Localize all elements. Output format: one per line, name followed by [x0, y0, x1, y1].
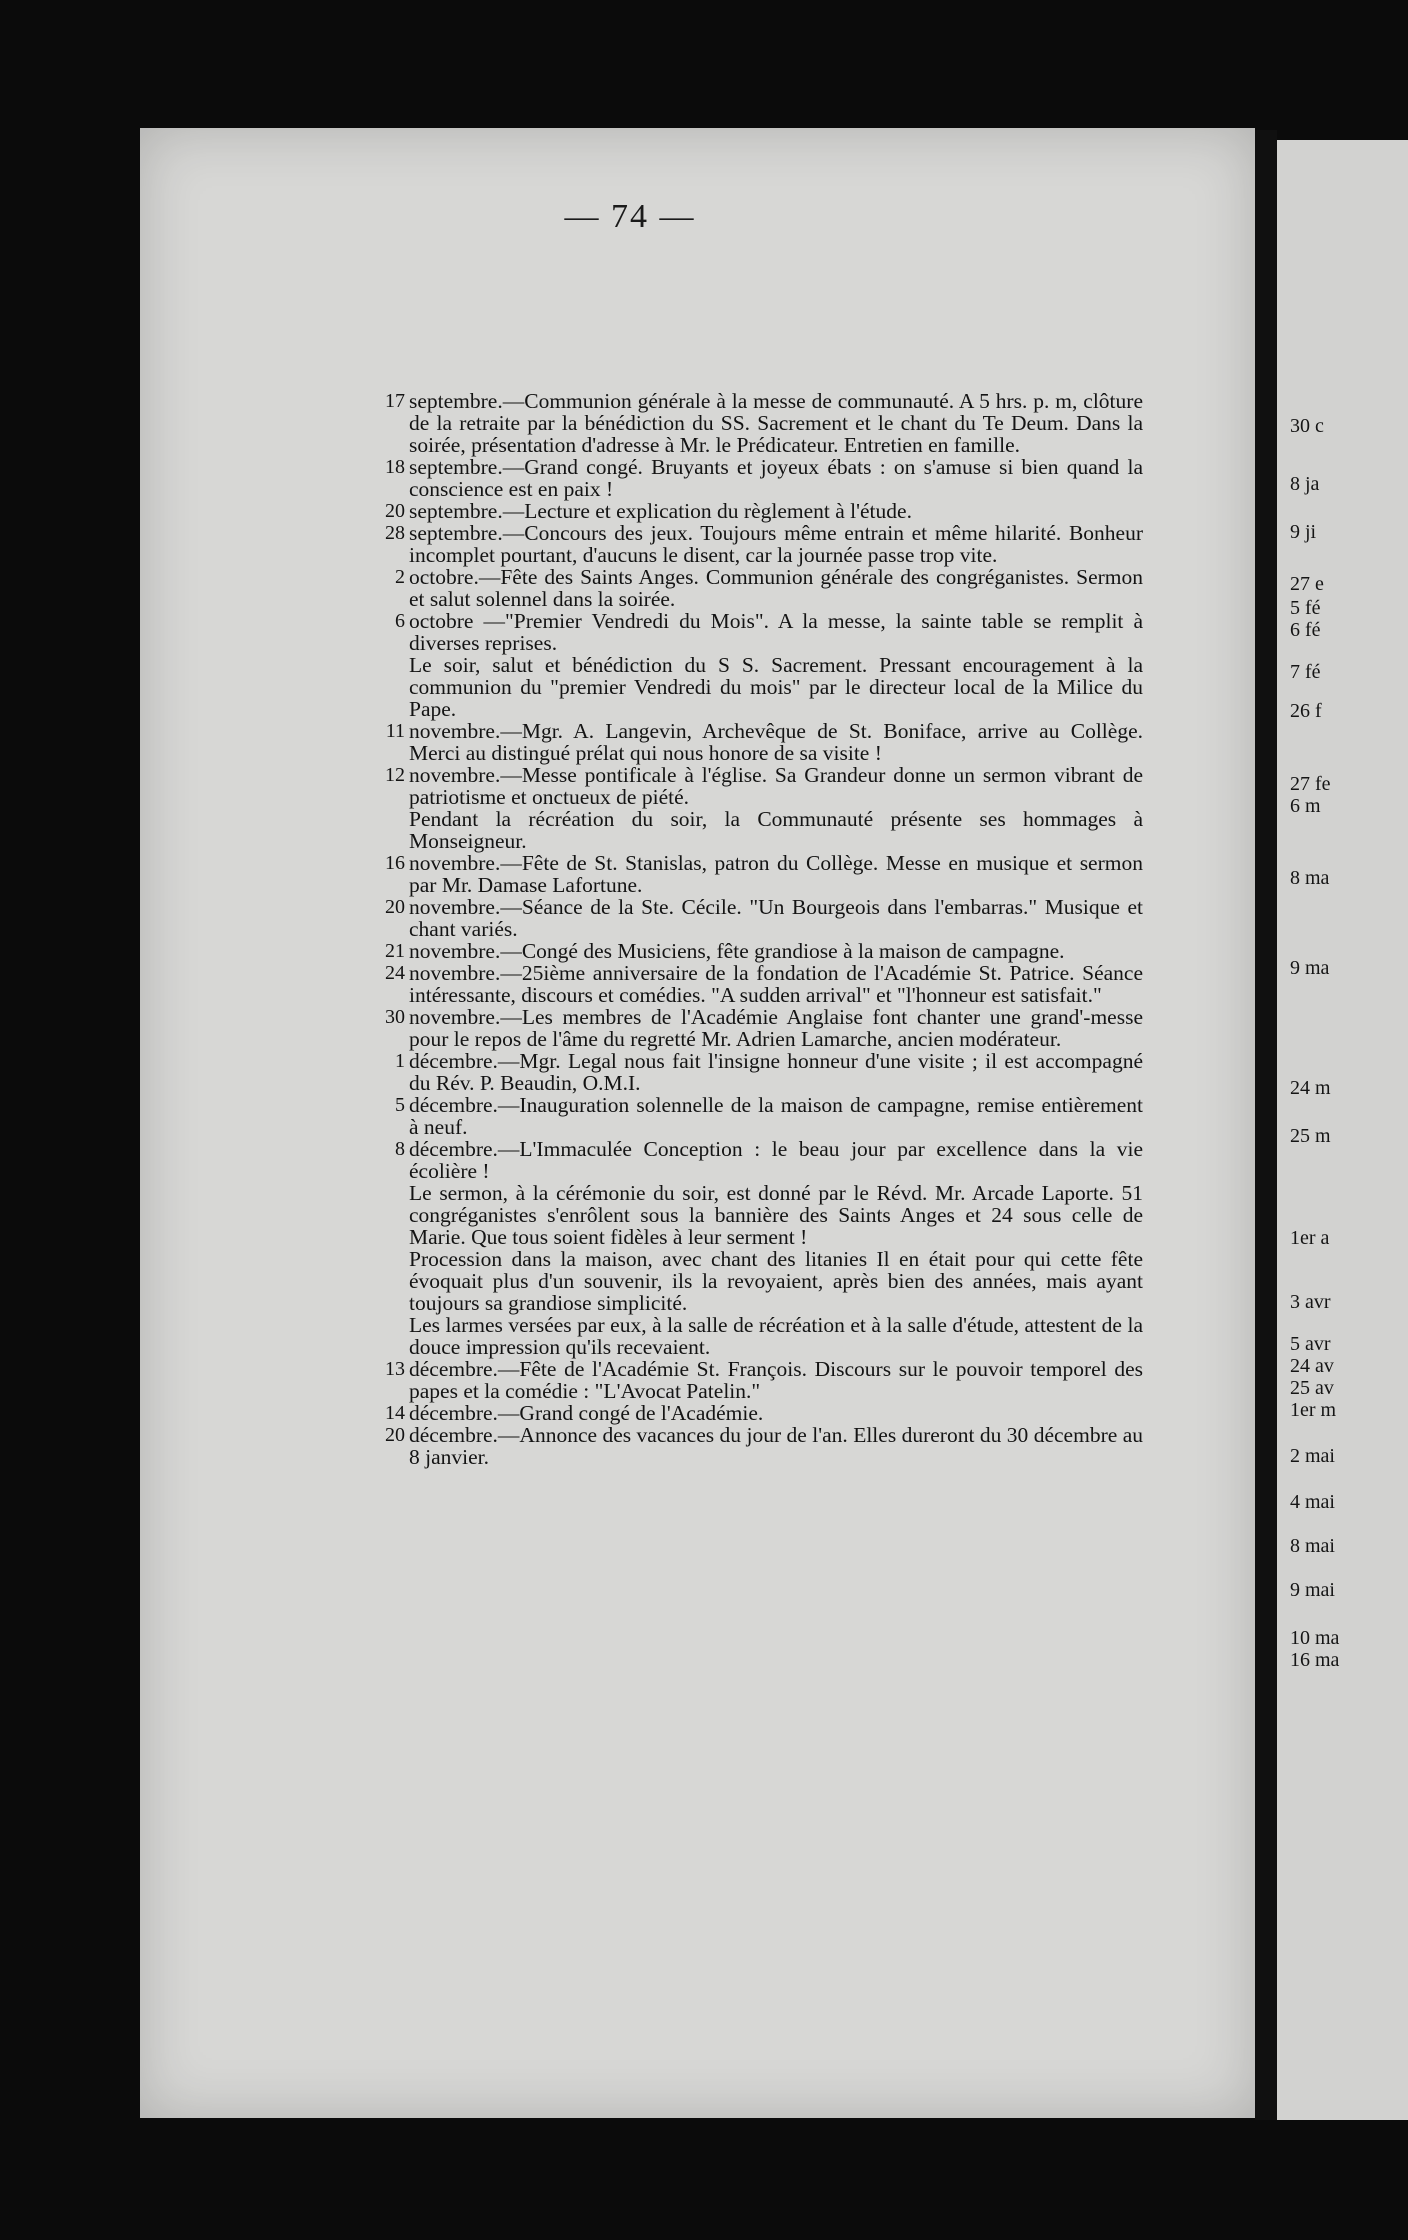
entry-day: 5	[395, 1094, 405, 1116]
chronicle-entry	[373, 1050, 1143, 1094]
right-page-fragment: 3 avr	[1290, 1291, 1331, 1313]
entry-day: 20	[385, 896, 405, 918]
entry-paragraph: Le sermon, à la cérémonie du soir, est donné par le Révd. Mr. Arcade Laporte. 51 congréganistes s'enrôlent sous la bannière des Saints Anges et 24 sous celle de Marie. Que tous soient fidèles à leur serment !	[409, 1181, 1143, 1249]
chronicle-entry	[373, 940, 1143, 962]
chronicle-entries	[373, 390, 1143, 1468]
chronicle-entry	[373, 610, 1143, 720]
entry-text: novembre.—Messe pontificale à l'église. Sa Grandeur donne un sermon vibrant de patriotisme et onctueux de piété.	[409, 763, 1143, 809]
entry-paragraph: Les larmes versées par eux, à la salle de récréation et à la salle d'étude, attestent de la douce impression qu'ils recevaient.	[409, 1313, 1143, 1359]
chronicle-entry	[373, 566, 1143, 610]
entry-text: décembre.—Fête de l'Académie St. François. Discours sur le pouvoir temporel des papes et la comédie : "L'Avocat Patelin."	[409, 1357, 1143, 1403]
right-page-fragment: 2 mai	[1290, 1445, 1335, 1467]
entry-text: novembre.—Séance de la Ste. Cécile. "Un Bourgeois dans l'embarras." Musique et chant variés.	[409, 895, 1143, 941]
entry-day: 2	[395, 566, 405, 588]
entry-day: 11	[385, 720, 405, 742]
entry-text: septembre.—Lecture et explication du règlement à l'étude.	[409, 499, 912, 523]
entry-day: 20	[385, 500, 405, 522]
right-page-fragment: 8 mai	[1290, 1535, 1335, 1557]
entry-text: novembre.—Fête de St. Stanislas, patron du Collège. Messe en musique et sermon par Mr. Damase Lafortune.	[409, 851, 1143, 897]
right-page-fragment: 27 fe	[1290, 773, 1331, 795]
chronicle-entry	[373, 852, 1143, 896]
chronicle-entry	[373, 1424, 1143, 1468]
right-page-fragment: 4 mai	[1290, 1491, 1335, 1513]
right-page-fragment: 9 ji	[1290, 521, 1317, 543]
right-page-fragment: 16 ma	[1290, 1649, 1340, 1671]
entry-day: 16	[385, 852, 405, 874]
entry-text: décembre.—Mgr. Legal nous fait l'insigne honneur d'une visite ; il est accompagné du Rév. P. Beaudin, O.M.I.	[409, 1049, 1143, 1095]
chronicle-entry	[373, 390, 1143, 456]
entry-text: octobre.—Fête des Saints Anges. Communion générale des congréganistes. Sermon et salut solennel dans la soirée.	[409, 565, 1143, 611]
right-page-fragment: 26 f	[1290, 700, 1322, 722]
entry-text: décembre.—Inauguration solennelle de la maison de campagne, remise entièrement à neuf.	[409, 1093, 1143, 1139]
entry-day: 17	[385, 390, 405, 412]
entry-text: décembre.—Annonce des vacances du jour de l'an. Elles dureront du 30 décembre au 8 janvier.	[409, 1423, 1143, 1469]
entry-day: 20	[385, 1424, 405, 1446]
right-page-fragment: 24 m	[1290, 1077, 1331, 1099]
right-page-fragment: 30 c	[1290, 415, 1324, 437]
chronicle-entry	[373, 896, 1143, 940]
entry-text: septembre.—Communion générale à la messe de communauté. A 5 hrs. p. m, clôture de la retraite par la bénédiction du SS. Sacrement et le chant du Te Deum. Dans la soirée, présentation d'adresse à Mr. le Prédicateur. Entretien en famille.	[409, 389, 1143, 457]
entry-text: novembre.—Mgr. A. Langevin, Archevêque de St. Boniface, arrive au Collège. Merci au distingué prélat qui nous honore de sa visite !	[409, 719, 1143, 765]
right-page-fragment: 10 ma	[1290, 1627, 1340, 1649]
entry-day: 30	[385, 1006, 405, 1028]
chronicle-entry	[373, 962, 1143, 1006]
chronicle-entry	[373, 1006, 1143, 1050]
entry-day: 6	[395, 610, 405, 632]
right-page-fragment: 25 av	[1290, 1377, 1334, 1399]
entry-text: décembre.—Grand congé de l'Académie.	[409, 1401, 764, 1425]
chronicle-entry	[373, 720, 1143, 764]
chronicle-entry	[373, 522, 1143, 566]
entry-text: novembre.—Congé des Musiciens, fête grandiose à la maison de campagne.	[409, 939, 1065, 963]
right-page-fragment: 9 mai	[1290, 1579, 1335, 1601]
right-page-fragment: 9 ma	[1290, 957, 1330, 979]
chronicle-entry	[373, 1358, 1143, 1402]
right-page-fragment: 6 m	[1290, 795, 1321, 817]
entry-paragraph: Le soir, salut et bénédiction du S S. Sacrement. Pressant encouragement à la communion du "premier Vendredi du mois" par le directeur local de la Milice du Pape.	[409, 653, 1143, 721]
entry-text: décembre.—L'Immaculée Conception : le beau jour par excellence dans la vie écolière !	[409, 1137, 1143, 1183]
entry-day: 14	[385, 1402, 405, 1424]
entry-text: novembre.—Les membres de l'Académie Anglaise font chanter une grand'-messe pour le repos de l'âme du regretté Mr. Adrien Lamarche, ancien modérateur.	[409, 1005, 1143, 1051]
entry-day: 21	[385, 940, 405, 962]
chronicle-entry	[373, 500, 1143, 522]
right-page-fragment: 5 avr	[1290, 1333, 1331, 1355]
entry-day: 18	[385, 456, 405, 478]
entry-text: septembre.—Concours des jeux. Toujours même entrain et même hilarité. Bonheur incomplet pourtant, d'aucuns le disent, car la journée passe trop vite.	[409, 521, 1143, 567]
right-page-fragment: 7 fé	[1290, 661, 1321, 683]
entry-day: 13	[385, 1358, 405, 1380]
entry-paragraph: Procession dans la maison, avec chant des litanies Il en était pour qui cette fête évoquait plus d'un souvenir, ils la revoyaient, après bien des années, mais ayant toujours sa grandiose simplicité.	[409, 1247, 1143, 1315]
entry-day: 8	[395, 1138, 405, 1160]
entry-text: septembre.—Grand congé. Bruyants et joyeux ébats : on s'amuse si bien quand la conscience est en paix !	[409, 455, 1143, 501]
right-page-fragment: 8 ma	[1290, 867, 1330, 889]
chronicle-entry	[373, 1094, 1143, 1138]
chronicle-entry	[373, 1138, 1143, 1358]
chronicle-entry	[373, 456, 1143, 500]
right-page-fragment: 27 e	[1290, 573, 1324, 595]
entry-text: novembre.—25ième anniversaire de la fondation de l'Académie St. Patrice. Séance intéressante, discours et comédies. "A sudden arrival" et "l'honneur est satisfait."	[409, 961, 1143, 1007]
right-page-fragment: 1er m	[1290, 1399, 1337, 1421]
right-page-fragment: 24 av	[1290, 1355, 1334, 1377]
book-gutter	[1255, 130, 1277, 2120]
entry-day: 28	[385, 522, 405, 544]
chronicle-entry	[373, 1402, 1143, 1424]
right-page-fragment: 6 fé	[1290, 619, 1321, 641]
right-page-fragment: 8 ja	[1290, 473, 1320, 495]
right-page-fragment: 25 m	[1290, 1125, 1331, 1147]
right-page-fragment: 1er a	[1290, 1227, 1330, 1249]
entry-day: 24	[385, 962, 405, 984]
page-number: — 74 —	[564, 198, 696, 235]
chronicle-entry	[373, 764, 1143, 852]
entry-paragraph: Pendant la récréation du soir, la Communauté présente ses hommages à Monseigneur.	[409, 807, 1143, 853]
entry-text: octobre —"Premier Vendredi du Mois". A la messe, la sainte table se remplit à diverses reprises.	[409, 609, 1143, 655]
right-page-fragment: 5 fé	[1290, 597, 1321, 619]
entry-day: 1	[395, 1050, 405, 1072]
entry-day: 12	[385, 764, 405, 786]
